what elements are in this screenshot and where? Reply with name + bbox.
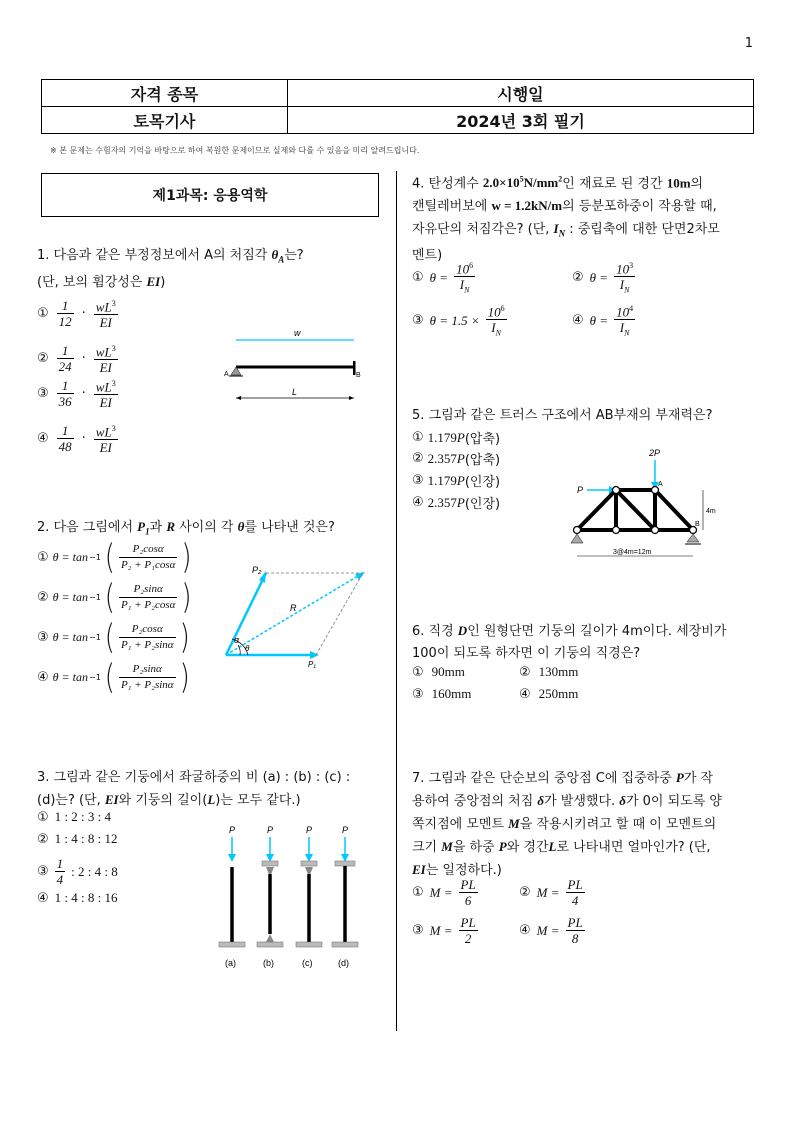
text-fragment: 1 : 4 : 8 : 12: [54, 831, 118, 846]
text-fragment: PL: [567, 877, 583, 892]
text-fragment: 36: [58, 393, 72, 409]
q7-option-4[interactable]: [519, 915, 585, 946]
fraction-numerator: [55, 856, 66, 872]
fraction-numerator: [119, 622, 176, 638]
fraction-denominator: [486, 320, 507, 341]
text-fragment: I: [491, 320, 496, 336]
text-fragment: (인장): [464, 497, 501, 512]
text-fragment: 4: [56, 872, 64, 887]
text-fragment: EI: [99, 360, 112, 376]
fraction-numerator: [94, 421, 118, 440]
text-fragment: 12: [58, 313, 72, 329]
text-fragment: ④: [37, 430, 49, 446]
paren-left: (: [104, 618, 115, 657]
paren-left: (: [104, 538, 115, 577]
fraction: [119, 582, 177, 613]
text-fragment: 3: [629, 261, 634, 270]
text-fragment: 4: [629, 304, 634, 313]
subject-value: 토목기사: [42, 107, 288, 134]
text-fragment: wL: [95, 424, 112, 440]
fraction: [57, 343, 74, 374]
question-2-text: 2. 다음 그림에서 $P_1$과 R 사이의 각 θ를 나타낸 것은?: [37, 519, 335, 537]
fig-span-label: 3@4m=12m: [613, 549, 652, 556]
fig-alpha-label: α: [234, 635, 240, 645]
fraction-numerator: [94, 376, 118, 395]
fraction-numerator: [57, 343, 74, 359]
text-fragment: ④: [519, 686, 531, 702]
fraction-denominator: [614, 320, 635, 341]
text-fragment: ③: [412, 313, 424, 329]
text-fragment: 1 : 2 : 3 : 4: [54, 809, 111, 824]
q2-option-2[interactable]: [37, 578, 192, 617]
fig-a-label: A: [224, 371, 229, 378]
fraction-numerator: [614, 301, 635, 320]
q4-option-1[interactable]: [412, 258, 475, 298]
text-fragment: ③: [412, 923, 424, 938]
q1-option-4[interactable]: [37, 421, 118, 455]
text-fragment: P: [456, 450, 465, 466]
fraction: [94, 421, 118, 455]
question-5-text: 5. 그림과 같은 트러스 구조에서 AB부재의 부재력은?: [412, 408, 713, 423]
fraction: [566, 915, 585, 946]
q1-option-3[interactable]: [37, 376, 118, 410]
q5-truss-figure: [565, 442, 730, 564]
fraction-numerator: [57, 423, 74, 439]
q3-option-3[interactable]: [37, 856, 118, 887]
fraction-numerator: [486, 301, 507, 320]
fraction-denominator: [57, 439, 74, 454]
text-fragment: 24: [58, 358, 72, 374]
text-fragment: ④: [37, 670, 49, 685]
fig-p2-label: P₂: [252, 565, 262, 575]
fraction: [566, 877, 585, 908]
fraction-denominator: [94, 395, 118, 410]
q4-option-3[interactable]: [412, 301, 507, 341]
question-7-text: 7. 그림과 같은 단순보의 중앙점 C에 집중하중 P가 작 용하여 중앙점의 처짐 δ가 발생했다. δ가 0이 되도록 양 쪽지점에 모멘트 M을 작용시키려고 할 때 이 모멘트의 크기 M을 하중 P와 경간L로 나타내면 얼마인가? (단, EI는 일정하다.): [412, 770, 722, 878]
q1-option-1[interactable]: [37, 296, 118, 330]
fraction-numerator: [119, 662, 176, 678]
paren-right: ): [181, 578, 192, 617]
question-3-text: 3. 그림과 같은 기둥에서 좌굴하중의 비 (a) : (b) : (c) : (d)는? (단, EI와 기둥의 길이(L)는 모두 같다.): [37, 770, 351, 808]
fraction: [94, 341, 118, 375]
fig-p-label: P: [342, 825, 349, 835]
text-fragment: P₂cosα: [132, 543, 164, 555]
text-fragment: ③: [37, 630, 49, 645]
text-fragment: θ =: [589, 269, 609, 285]
text-fragment: P₂cosα: [131, 623, 163, 635]
text-fragment: 10: [616, 261, 630, 277]
fraction: [119, 622, 176, 653]
fraction: [119, 662, 176, 693]
q3-option-2[interactable]: [37, 831, 118, 847]
text-fragment: 3: [111, 344, 116, 353]
fraction-denominator: [57, 394, 74, 409]
fig-p-label: P: [267, 825, 274, 835]
fraction-numerator: [459, 877, 478, 893]
q1-beam-figure: [222, 325, 372, 407]
fraction-denominator: [459, 931, 478, 946]
text-fragment: PL: [567, 915, 583, 930]
text-fragment: ③: [37, 385, 49, 401]
q7-option-2[interactable]: [519, 877, 585, 908]
fraction-numerator: [57, 298, 74, 314]
text-fragment: 10: [487, 304, 501, 320]
text-fragment: θ = tan: [52, 630, 88, 644]
text-fragment: ·: [81, 430, 86, 446]
q3-column-figure: [215, 822, 365, 972]
fig-p-label: P: [577, 485, 584, 495]
text-fragment: ①: [37, 305, 49, 321]
fraction: [55, 856, 66, 887]
text-fragment: θ =: [429, 269, 449, 285]
q6-option-1[interactable]: [412, 664, 465, 680]
text-fragment: 3: [111, 379, 116, 388]
text-fragment: PL: [460, 877, 476, 892]
fig-case-label: (c): [302, 958, 313, 968]
text-fragment: 130mm: [538, 664, 579, 679]
fraction-numerator: [459, 915, 478, 931]
fraction: [614, 258, 635, 298]
fraction: [119, 542, 177, 573]
q6-option-3[interactable]: [412, 686, 471, 702]
fig-b-label: B: [356, 372, 361, 379]
text-fragment: −1: [88, 593, 101, 602]
fraction-numerator: [614, 258, 635, 277]
text-fragment: ②: [37, 350, 49, 366]
q2-force-figure: [218, 565, 373, 675]
text-fragment: −1: [88, 553, 101, 562]
text-fragment: 3: [111, 424, 116, 433]
text-fragment: 250mm: [538, 686, 579, 701]
fraction-denominator: [57, 359, 74, 374]
text-fragment: EI: [99, 440, 112, 456]
paren-right: ): [181, 538, 192, 577]
text-fragment: ②: [37, 590, 49, 605]
fig-a-node-label: A: [658, 481, 663, 488]
q3-option-1[interactable]: [37, 809, 111, 825]
text-fragment: I: [459, 277, 465, 293]
q6-option-4[interactable]: [519, 686, 578, 702]
text-fragment: P₂ + P₁cosα: [120, 559, 176, 571]
text-fragment: N: [495, 328, 501, 338]
text-fragment: P₁ + P₂sinα: [120, 639, 174, 651]
notice-text: ※ 본 문제는 수험자의 기억을 바탕으로 하여 복원한 문제이므로 실제와 다를 수 있음을 미리 알려드립니다.: [50, 146, 420, 155]
text-fragment: 1: [56, 856, 64, 871]
q7-option-1[interactable]: [412, 877, 478, 908]
fraction-denominator: [614, 277, 635, 298]
fraction: [454, 258, 475, 298]
q6-option-2[interactable]: [519, 664, 578, 680]
fraction-denominator: [119, 558, 177, 573]
fraction-denominator: [57, 314, 74, 329]
text-fragment: 3: [111, 299, 116, 308]
fraction: [459, 877, 478, 908]
text-fragment: M =: [536, 884, 560, 900]
text-fragment: P: [456, 494, 465, 510]
fig-r-label: R: [290, 603, 297, 613]
text-fragment: 1 : 4 : 8 : 16: [54, 890, 118, 905]
text-fragment: 1: [61, 297, 69, 313]
text-fragment: ③: [412, 473, 424, 488]
text-fragment: EI: [99, 395, 112, 411]
question-6-text: 6. 직경 D인 원형단면 기둥의 길이가 4m이다. 세장비가 100이 되도록 하자면 이 기둥의 직경은?: [412, 623, 727, 661]
text-fragment: ①: [412, 885, 424, 900]
paren-left: (: [104, 658, 115, 697]
text-fragment: ②: [37, 831, 49, 847]
text-fragment: 1: [61, 377, 69, 393]
q5-option-2[interactable]: [412, 449, 500, 468]
text-fragment: ②: [519, 885, 531, 900]
q2-option-3[interactable]: [37, 618, 190, 657]
subject-label: 자격 종목: [42, 80, 288, 107]
q4-option-4[interactable]: [572, 301, 635, 341]
text-fragment: M =: [429, 922, 453, 938]
text-fragment: θ = tan: [52, 670, 88, 684]
text-fragment: 48: [58, 438, 72, 454]
text-fragment: wL: [95, 344, 112, 360]
fraction-numerator: [94, 341, 118, 360]
fraction-numerator: [94, 296, 118, 315]
fig-b-node-label: B: [695, 521, 700, 528]
text-fragment: 2.357: [427, 450, 457, 466]
q5-option-3[interactable]: [412, 471, 500, 490]
text-fragment: 2.357: [427, 494, 457, 510]
text-fragment: : 2 : 4 : 8: [71, 863, 118, 879]
fraction-numerator: [119, 542, 177, 558]
fraction: [57, 423, 74, 454]
text-fragment: ·: [81, 385, 86, 401]
text-fragment: (인장): [464, 475, 501, 490]
fraction-numerator: [566, 877, 585, 893]
text-fragment: θ = 1.5 ×: [429, 312, 480, 328]
fraction-denominator: [119, 598, 177, 613]
text-fragment: P: [456, 429, 465, 445]
fraction: [57, 378, 74, 409]
fig-p-label: P: [306, 825, 313, 835]
text-fragment: ④: [412, 495, 424, 510]
paren-right: ): [179, 618, 190, 657]
text-fragment: −1: [88, 673, 101, 682]
text-fragment: ②: [572, 270, 584, 286]
text-fragment: EI: [99, 315, 112, 331]
text-fragment: ③: [37, 864, 49, 879]
text-fragment: 4: [571, 893, 579, 908]
text-fragment: N: [624, 328, 630, 338]
text-fragment: (압축): [464, 432, 501, 447]
text-fragment: ④: [37, 890, 49, 906]
text-fragment: P₂sinα: [132, 663, 162, 675]
fraction: [486, 301, 507, 341]
text-fragment: N: [624, 285, 630, 295]
fraction: [94, 296, 118, 330]
question-1-text: 1. 다음과 같은 부정정보에서 A의 처짐각 $\theta_A$는? (단, 보의 휨강성은 EI): [37, 247, 304, 290]
fraction: [94, 376, 118, 410]
fig-height-label: 4m: [706, 508, 716, 515]
text-fragment: M =: [536, 922, 560, 938]
text-fragment: wL: [95, 379, 112, 395]
fraction-denominator: [566, 931, 585, 946]
fig-w-label: w: [294, 328, 301, 338]
fraction: [459, 915, 478, 946]
fig-case-label: (a): [225, 958, 236, 968]
q7-option-3[interactable]: [412, 915, 478, 946]
q1-option-2[interactable]: [37, 341, 118, 375]
fraction: [57, 298, 74, 329]
text-fragment: 1.179: [427, 472, 457, 488]
text-fragment: P₁ + P₂cosα: [120, 599, 176, 611]
text-fragment: ·: [81, 305, 86, 321]
fraction-denominator: [119, 678, 176, 693]
text-fragment: 10: [456, 261, 470, 277]
paren-right: ): [179, 658, 190, 697]
fraction-denominator: [94, 360, 118, 375]
text-fragment: 8: [571, 931, 579, 946]
fraction-denominator: [94, 440, 118, 455]
text-fragment: ③: [412, 686, 424, 702]
text-fragment: M =: [429, 884, 453, 900]
text-fragment: 6: [469, 261, 474, 270]
text-fragment: 6: [464, 893, 472, 908]
text-fragment: θ = tan: [52, 550, 88, 564]
fraction-denominator: [459, 893, 478, 908]
fraction-denominator: [566, 893, 585, 908]
text-fragment: 90mm: [431, 664, 465, 679]
text-fragment: 6: [500, 304, 505, 313]
fig-p-label: P: [229, 825, 236, 835]
text-fragment: −1: [88, 633, 101, 642]
q2-option-1[interactable]: [37, 538, 192, 577]
text-fragment: ①: [37, 809, 49, 825]
text-fragment: ①: [37, 550, 49, 565]
text-fragment: P: [456, 472, 465, 488]
text-fragment: ①: [412, 270, 424, 286]
text-fragment: ①: [412, 430, 424, 445]
text-fragment: ②: [519, 664, 531, 680]
fig-case-label: (b): [263, 958, 274, 968]
fraction-denominator: [55, 872, 66, 887]
fig-case-label: (d): [338, 958, 349, 968]
page-number: 1: [744, 36, 753, 51]
fraction-denominator: [94, 315, 118, 330]
fraction-denominator: [454, 277, 475, 298]
text-fragment: I: [619, 277, 625, 293]
q4-option-2[interactable]: [572, 258, 635, 298]
text-fragment: 1.179: [427, 429, 457, 445]
q5-option-4[interactable]: [412, 493, 500, 512]
text-fragment: ④: [519, 923, 531, 938]
text-fragment: θ = tan: [52, 590, 88, 604]
text-fragment: 2: [464, 931, 472, 946]
text-fragment: P₂sinα: [133, 583, 163, 595]
text-fragment: 1: [61, 422, 69, 438]
text-fragment: wL: [95, 299, 112, 315]
fraction-denominator: [119, 638, 176, 653]
date-label: 시행일: [287, 80, 753, 107]
q2-option-4[interactable]: [37, 658, 190, 697]
date-value: 2024년 3회 필기: [287, 107, 753, 134]
fig-theta-label: θ: [245, 644, 250, 653]
text-fragment: P₁ + P₂sinα: [120, 679, 174, 691]
fraction-numerator: [566, 915, 585, 931]
fig-l-label: L: [292, 387, 298, 397]
text-fragment: ①: [412, 664, 424, 680]
text-fragment: ②: [412, 451, 424, 466]
text-fragment: θ =: [589, 312, 609, 328]
section-title: 제1과목: 응용역학: [41, 173, 379, 217]
fraction-numerator: [119, 582, 177, 598]
fraction-numerator: [57, 378, 74, 394]
text-fragment: N: [464, 285, 470, 295]
text-fragment: I: [619, 320, 625, 336]
text-fragment: ④: [572, 313, 584, 329]
paren-left: (: [104, 578, 115, 617]
q5-option-1[interactable]: [412, 428, 500, 447]
text-fragment: (압축): [464, 453, 501, 468]
column-divider: [396, 171, 397, 1031]
question-4-text: 4. 탄성계수 $2.0\times 10^5N/mm^2$인 재료로 된 경간 10m의 캔틸레버보에 w = 1.2kN/m의 등분포하중이 작용할 때, 자유단의 처짐각은? (단, $I_N$ : 중립축에 대한 단면2차모 멘트): [412, 175, 720, 263]
q3-option-4[interactable]: [37, 890, 118, 906]
fig-2p-label: 2P: [649, 448, 661, 458]
text-fragment: 1: [61, 342, 69, 358]
fraction-numerator: [454, 258, 475, 277]
text-fragment: 10: [616, 304, 630, 320]
fraction: [614, 301, 635, 341]
text-fragment: 160mm: [431, 686, 472, 701]
text-fragment: ·: [81, 350, 86, 366]
fig-p1-label: P₁: [308, 660, 316, 669]
exam-header-table: [41, 79, 754, 134]
text-fragment: PL: [460, 915, 476, 930]
